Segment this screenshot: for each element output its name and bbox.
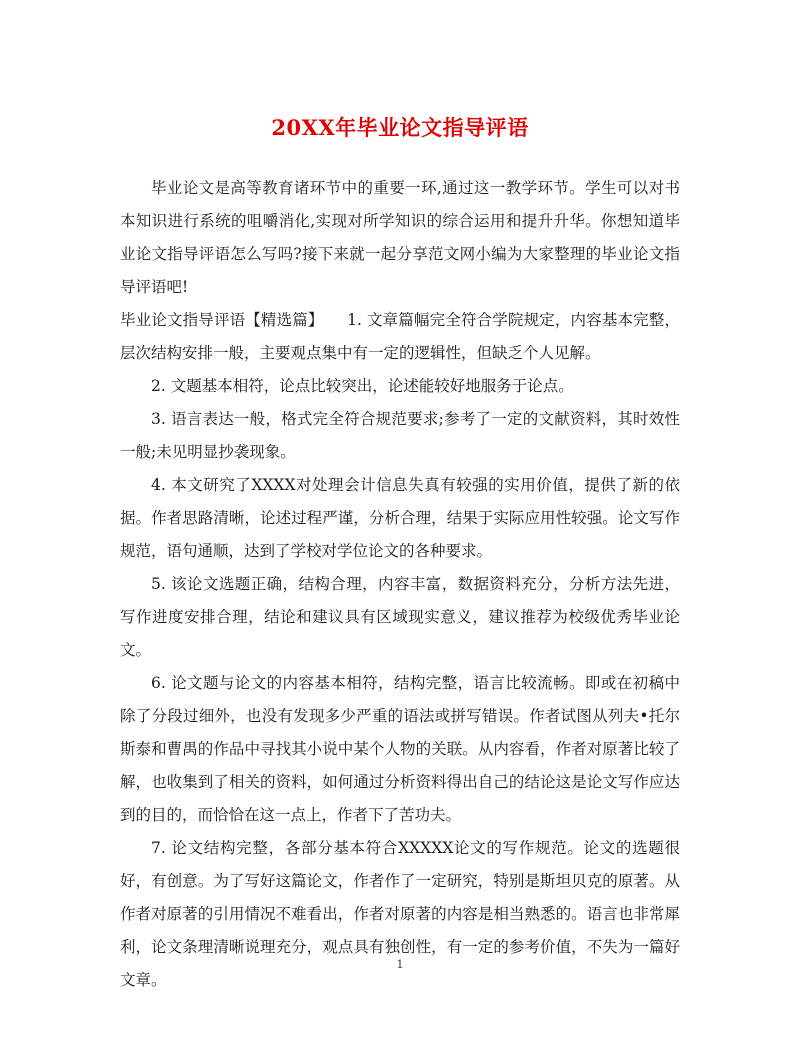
comment-item-6: 6. 论文题与论文的内容基本相符，结构完整，语言比较流畅。即或在初稿中除了分段过细外，也没有发现多少严重的语法或拼写错误。作者试图从列夫•托尔斯泰和曹禺的作品中寻找其小说中某个人物的关联。从内容看，作者对原著比较了解，也收集到了相关的资料，如何通过分析资料得出自己的结论这是论文写作应达到的目的，而恰恰在这一点上，作者下了苦功夫。 bbox=[120, 674, 680, 824]
comment-item-3: 3. 语言表达一般，格式完全符合规范要求;参考了一定的文献资料，其时效性一般;未见明显抄袭现象。 bbox=[120, 410, 680, 461]
comment-item-4: 4. 本文研究了XXXX对处理会计信息失真有较强的实用价值，提供了新的依据。作者思路清晰，论述过程严谨，分析合理，结果于实际应用性较强。论文写作规范，语句通顺，达到了学校对学位论文的各种要求。 bbox=[120, 476, 680, 560]
comment-item-2: 2. 文题基本相符，论点比较突出，论述能较好地服务于论点。 bbox=[151, 377, 574, 395]
page-number: 1 bbox=[396, 958, 404, 971]
comment-item-7: 7. 论文结构完整，各部分基本符合XXXXX论文的写作规范。论文的选题很好，有创意。为了写好这篇论文，作者作了一定研究，特别是斯坦贝克的原著。从作者对原著的引用情况不难看出，作者对原著的内容是相当熟悉的。语言也非常犀利，论文条理清晰说理充分，观点具有独创性，有一定的参考价值，不失为一篇好文章。 bbox=[120, 839, 680, 989]
document-body bbox=[120, 172, 680, 997]
intro-paragraph: 毕业论文是高等教育诸环节中的重要一环,通过这一教学环节。学生可以对书本知识进行系统的咀嚼消化,实现对所学知识的综合运用和提升升华。你想知道毕业论文指导评语怎么写吗?接下来就一起分享范文网小编为大家整理的毕业论文指导评语吧! bbox=[120, 179, 680, 296]
document-title: 20XX年毕业论文指导评语 bbox=[271, 115, 529, 140]
section-heading-paragraph: 毕业论文指导评语【精选篇】 1. 文章篇幅完全符合学院规定，内容基本完整，层次结构安排一般，主要观点集中有一定的逻辑性，但缺乏个人见解。 bbox=[120, 311, 680, 362]
comment-item-5: 5. 该论文选题正确，结构合理，内容丰富，数据资料充分，分析方法先进，写作进度安排合理，结论和建议具有区域现实意义，建议推荐为校级优秀毕业论文。 bbox=[120, 575, 680, 659]
